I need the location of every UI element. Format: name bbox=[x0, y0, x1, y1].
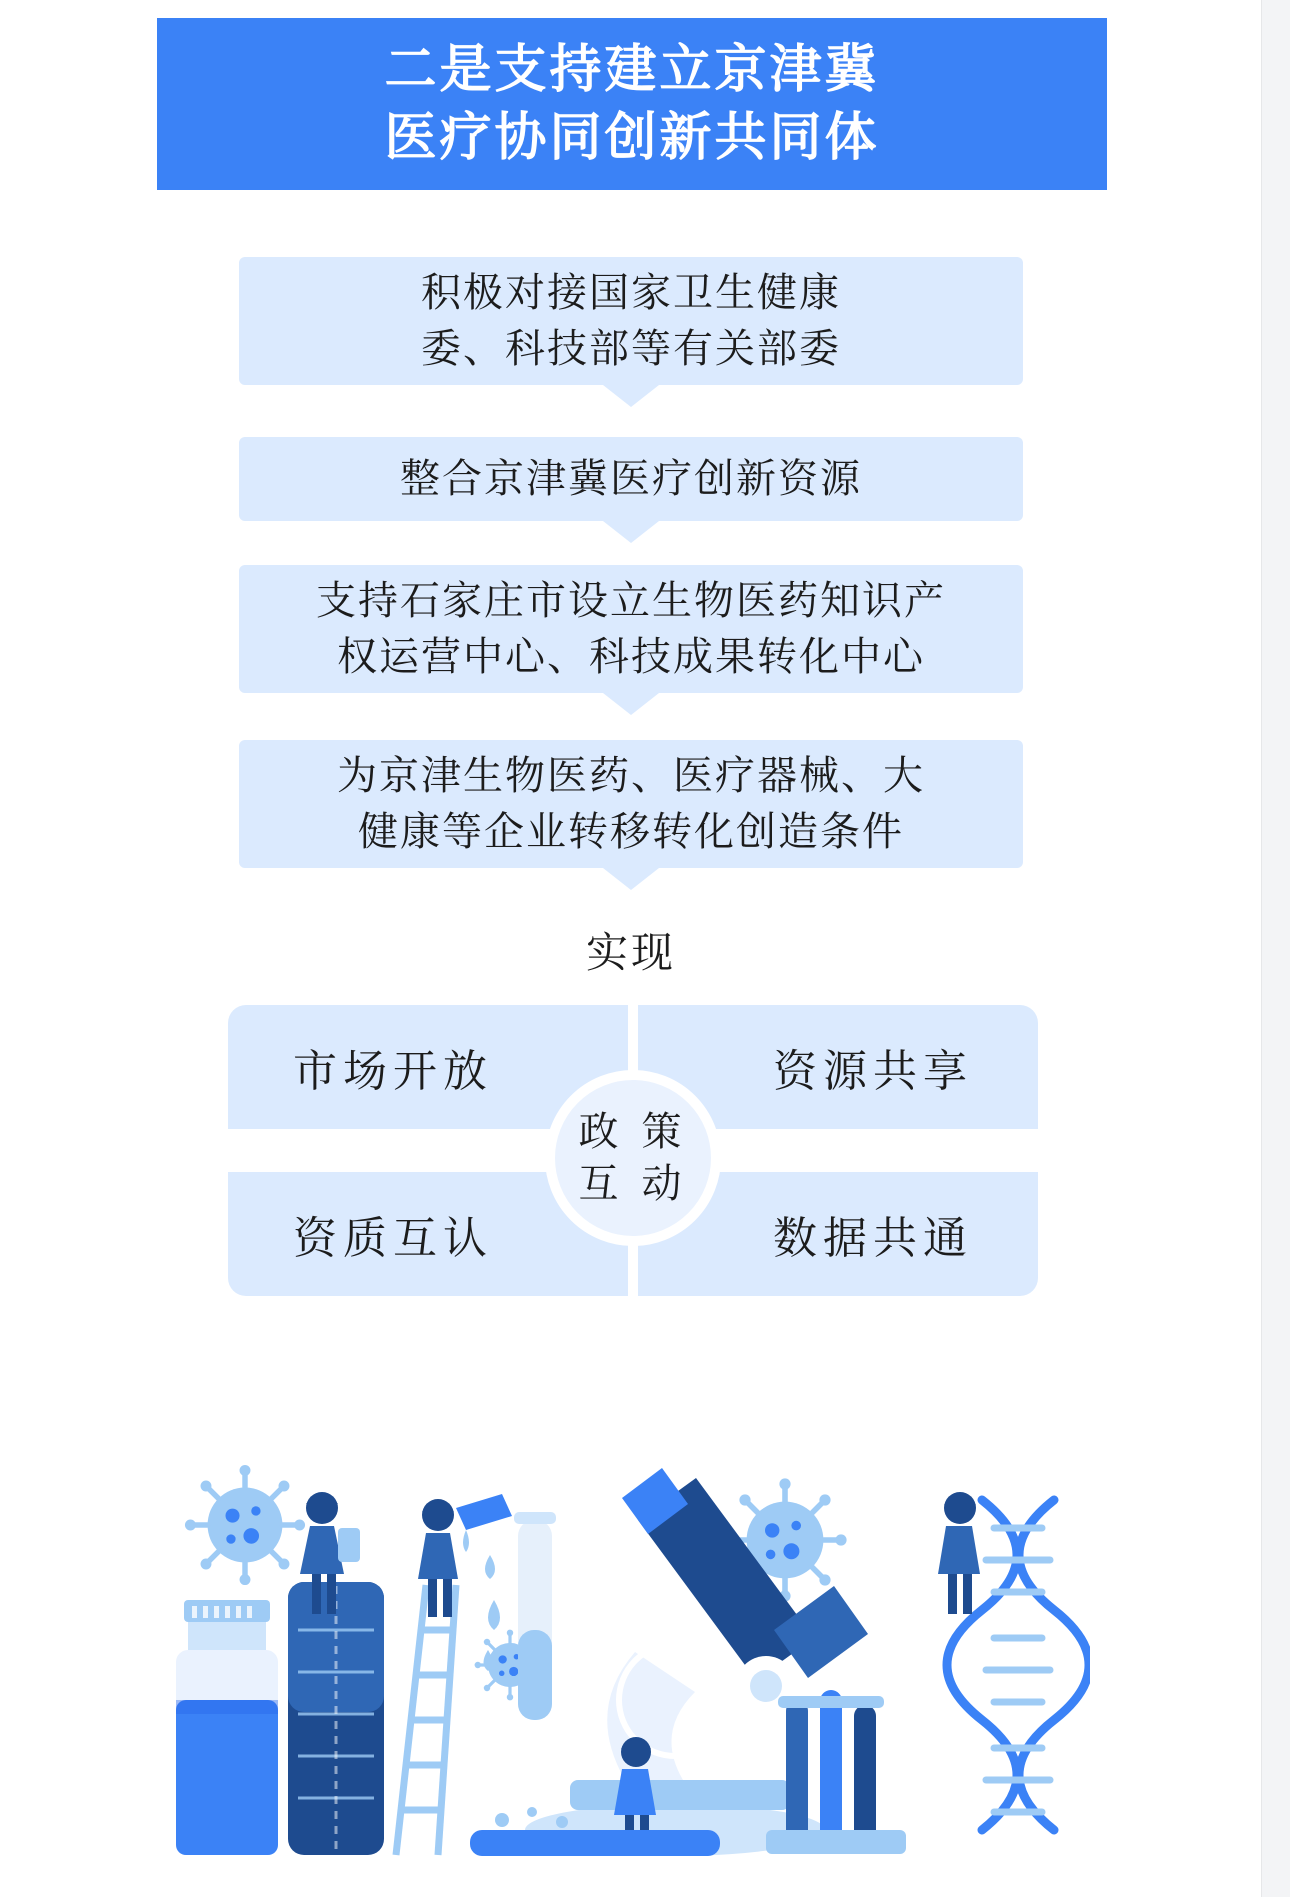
title-line-2: 医疗协同创新共同体 bbox=[384, 109, 880, 167]
flow-step-3 bbox=[239, 565, 1023, 693]
scientist-figure-right bbox=[938, 1492, 980, 1614]
test-tube-icon-tall bbox=[514, 1512, 556, 1720]
flow-step-4 bbox=[239, 740, 1023, 868]
test-tubes-icon bbox=[766, 1690, 906, 1854]
flow-step-2-line-1: 整合京津冀医疗创新资源 bbox=[400, 457, 862, 501]
flow-arrow-down-icon-2 bbox=[603, 521, 659, 543]
hub-label-line-2: 互 动 bbox=[578, 1162, 688, 1206]
flow-step-4-line-1: 为京津生物医药、医疗器械、大 bbox=[337, 754, 925, 798]
title-line-1: 二是支持建立京津冀 bbox=[384, 41, 880, 99]
quadrant-center-hub bbox=[545, 1070, 721, 1246]
medical-research-illustration bbox=[170, 1400, 1090, 1890]
flow-step-1-line-2: 委、科技部等有关部委 bbox=[421, 327, 841, 371]
flow-step-3-line-2: 权运营中心、科技成果转化中心 bbox=[337, 635, 925, 679]
result-label: 实现 bbox=[585, 929, 676, 976]
flow-step-3-line-1: 支持石家庄市设立生物医药知识产 bbox=[316, 579, 946, 623]
flow-step-1 bbox=[239, 257, 1023, 385]
flow-arrow-down-icon-4 bbox=[603, 868, 659, 890]
hub-label-line-1: 政 策 bbox=[578, 1110, 688, 1154]
quadrant-top-right-label: 资源共享 bbox=[773, 1047, 973, 1096]
page-edge-strip bbox=[1261, 0, 1290, 1897]
flow-step-2 bbox=[239, 437, 1023, 521]
flow-step-4-line-2: 健康等企业转移转化创造条件 bbox=[358, 810, 904, 854]
quadrant-bottom-left-label: 资质互认 bbox=[293, 1214, 493, 1263]
quadrant-bottom-right-label: 数据共通 bbox=[773, 1214, 973, 1263]
quadrant-top-left-label: 市场开放 bbox=[293, 1047, 493, 1096]
ladder-icon bbox=[396, 1585, 456, 1855]
flow-step-1-line-1: 积极对接国家卫生健康 bbox=[421, 271, 841, 315]
scientist-figure-ladder bbox=[418, 1494, 512, 1617]
virus-particle-icon-left bbox=[185, 1465, 305, 1585]
flow-arrow-down-icon-3 bbox=[603, 693, 659, 715]
pill-capsule-stack-icon bbox=[288, 1582, 384, 1855]
flow-arrow-down-icon-1 bbox=[603, 385, 659, 407]
medicine-bottle-icon bbox=[176, 1600, 278, 1855]
title-banner bbox=[157, 18, 1107, 190]
